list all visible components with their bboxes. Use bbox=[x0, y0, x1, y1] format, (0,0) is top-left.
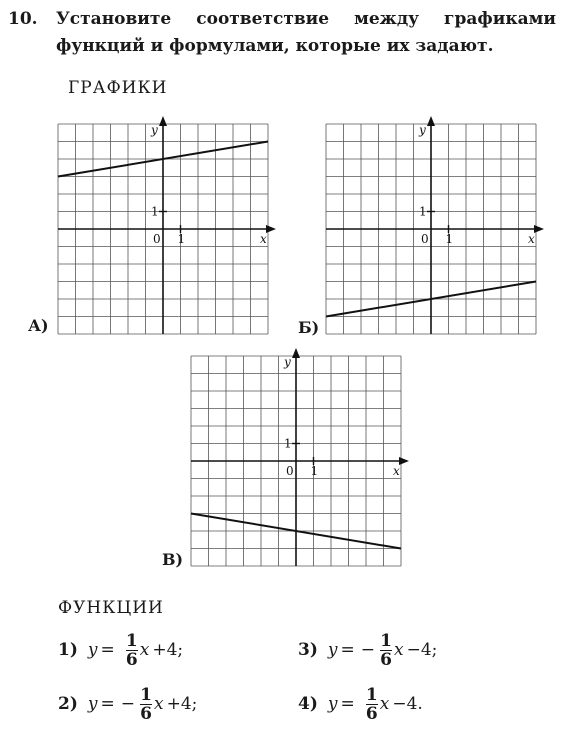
formula-lhs: y bbox=[327, 640, 338, 660]
formula-var: x bbox=[139, 640, 150, 660]
x-axis-arrow bbox=[266, 225, 276, 233]
graph-a-label: А) bbox=[28, 316, 49, 335]
graphs-heading: ГРАФИКИ bbox=[68, 78, 168, 98]
y-tick-label: 1 bbox=[284, 436, 292, 451]
x-tick-label: 1 bbox=[445, 232, 454, 246]
fraction-numerator: 1 bbox=[140, 684, 152, 705]
formula-var: x bbox=[393, 640, 404, 660]
formula-number: 3) bbox=[298, 640, 318, 660]
formula-tail: +4; bbox=[166, 694, 198, 714]
task-number: 10. bbox=[8, 9, 38, 29]
task-text: Установите соответствие между графиками функций и формулами, которые их задают. bbox=[56, 9, 556, 56]
formula-4 bbox=[298, 680, 426, 728]
x-axis-arrow bbox=[534, 225, 544, 233]
x-axis-label: x bbox=[260, 232, 267, 246]
x-tick-label: 1 bbox=[177, 232, 186, 246]
formula-eq: = bbox=[340, 640, 355, 660]
fraction-denominator: 6 bbox=[365, 703, 378, 724]
y-axis-arrow bbox=[159, 116, 167, 126]
y-axis-label: y bbox=[151, 123, 158, 137]
formula-eq: = bbox=[340, 694, 355, 714]
formula-fraction bbox=[366, 686, 378, 723]
fraction-denominator: 6 bbox=[140, 703, 152, 724]
formula-fraction bbox=[126, 632, 138, 669]
graph-b-label: Б) bbox=[298, 318, 320, 337]
formula-number: 1) bbox=[58, 640, 78, 660]
fraction-numerator: 1 bbox=[365, 684, 378, 705]
formula-number: 4) bbox=[298, 694, 318, 714]
formula-2 bbox=[58, 680, 200, 728]
formula-lhs: y bbox=[327, 694, 338, 714]
y-axis-label: y bbox=[284, 355, 291, 369]
y-axis-arrow bbox=[292, 348, 300, 358]
formula-eq: = bbox=[100, 640, 115, 660]
graph-b bbox=[326, 124, 536, 334]
graph-c-label: В) bbox=[162, 550, 184, 569]
formula-lhs: y bbox=[87, 694, 98, 714]
formula-fraction bbox=[380, 632, 392, 669]
graph-a bbox=[58, 124, 268, 334]
formula-lhs: y bbox=[87, 640, 98, 660]
graph-c bbox=[191, 356, 401, 566]
y-tick-label: 1 bbox=[419, 204, 427, 219]
formula-var: x bbox=[153, 694, 164, 714]
fraction-numerator: 1 bbox=[125, 630, 138, 651]
fraction-denominator: 6 bbox=[380, 649, 392, 670]
formula-3 bbox=[298, 626, 440, 674]
origin-label: 0 bbox=[153, 232, 161, 246]
formula-tail: +4; bbox=[152, 640, 184, 660]
formula-sign: − bbox=[360, 640, 375, 660]
x-axis-label: x bbox=[393, 464, 400, 478]
y-axis-label: y bbox=[419, 123, 426, 137]
formula-eq: = bbox=[100, 694, 115, 714]
formula-1 bbox=[58, 626, 186, 674]
y-axis-arrow bbox=[427, 116, 435, 126]
fraction-numerator: 1 bbox=[380, 630, 392, 651]
x-axis-arrow bbox=[399, 457, 409, 465]
x-axis-label: x bbox=[528, 232, 535, 246]
functions-heading: ФУНКЦИИ bbox=[58, 598, 164, 618]
formula-tail: −4; bbox=[406, 640, 438, 660]
formula-sign: − bbox=[120, 694, 135, 714]
y-tick-label: 1 bbox=[151, 204, 159, 219]
origin-label: 0 bbox=[421, 232, 429, 246]
fraction-denominator: 6 bbox=[125, 649, 138, 670]
formula-var: x bbox=[379, 694, 390, 714]
origin-label: 0 bbox=[286, 464, 294, 478]
formula-tail: −4. bbox=[392, 694, 423, 714]
formula-fraction bbox=[140, 686, 152, 723]
x-tick-label: 1 bbox=[310, 464, 319, 478]
formula-number: 2) bbox=[58, 694, 78, 714]
